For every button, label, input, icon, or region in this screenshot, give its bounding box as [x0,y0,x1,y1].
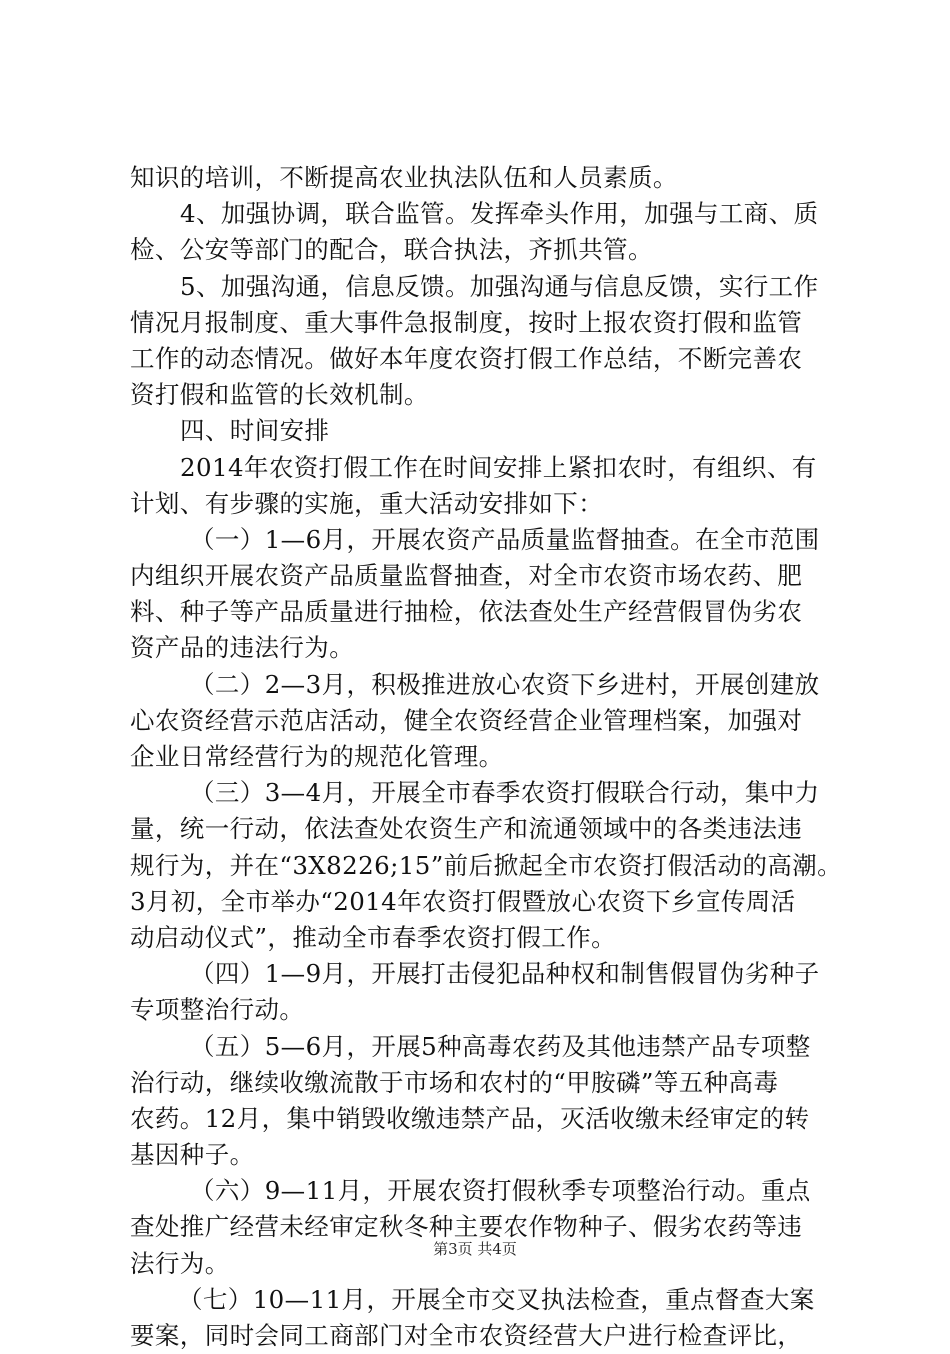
text-line: 资产品的违法行为。 [130,633,355,663]
text-line: 基因种子。 [130,1140,255,1170]
text-line: 查处推广经营未经审定秋冬种主要农作物种子、假劣农药等违 [130,1212,803,1242]
text-line: 资打假和监管的长效机制。 [130,380,429,410]
text-line: 料、种子等产品质量进行抽检，依法查处生产经营假冒伪劣农 [130,597,803,627]
text-line: 量，统一行动，依法查处农资生产和流通领域中的各类违法违 [130,814,803,844]
text-line: 要案，同时会同工商部门对全市农资经营大户进行检查评比， [130,1321,803,1350]
text-line: 动启动仪式”，推动全市春季农资打假工作。 [130,922,617,952]
page-footer: 第3页 共4页 [433,1240,517,1258]
text-line: 3月初，全市举办“2014年农资打假暨放心农资下乡宣传周活 [130,886,796,916]
text-line: 4、加强协调，联合监管。发挥牵头作用，加强与工商、质 [180,199,819,229]
text-line: 2014年农资打假工作在时间安排上紧扣农时，有组织、有 [180,452,817,482]
text-line: 法行为。 [130,1248,230,1278]
text-line: 检、公安等部门的配合，联合执法，齐抓共管。 [130,235,653,265]
text-line: 工作的动态情况。做好本年度农资打假工作总结，不断完善农 [130,343,803,373]
text-line: （七）10—11月，开展全市交叉执法检查，重点督查大案 [178,1284,815,1314]
text-line: 5、加强沟通，信息反馈。加强沟通与信息反馈，实行工作 [180,271,819,301]
text-line: 知识的培训，不断提高农业执法队伍和人员素质。 [130,163,678,192]
text-line: 心农资经营示范店活动，健全农资经营企业管理档案，加强对 [130,705,803,735]
document-body [130,160,843,1354]
text-line: 企业日常经营行为的规范化管理。 [130,742,504,771]
text-line: （五）5—6月，开展5种高毒农药及其他违禁产品专项整 [190,1031,811,1061]
text-line: （三）3—4月，开展全市春季农资打假联合行动，集中力 [190,778,820,808]
text-line: 四、时间安排 [180,416,330,446]
text-line: 治行动，继续收缴流散于市场和农村的“甲胺磷”等五种高毒 [130,1067,779,1097]
text-line: （二）2—3月，积极推进放心农资下乡进村，开展创建放 [190,669,820,699]
text-line: 农药。12月，集中销毁收缴违禁产品，灭活收缴未经审定的转 [130,1103,810,1133]
text-line: 计划、有步骤的实施，重大活动安排如下： [130,488,604,518]
text-line: 内组织开展农资产品质量监督抽查，对全市农资市场农药、肥 [130,561,803,591]
text-line: 专项整治行动。 [130,995,305,1025]
text-line: 规行为，并在“3X8226;15”前后掀起全市农资打假活动的高潮。 [130,850,843,880]
text-line: （六）9—11月，开展农资打假秋季专项整治行动。重点 [190,1176,811,1206]
text-line: （一）1—6月，开展农资产品质量监督抽查。在全市范围 [190,524,820,554]
text-line: （四）1—9月，开展打击侵犯品种权和制售假冒伪劣种子 [190,959,820,989]
text-line: 情况月报制度、重大事件急报制度，按时上报农资打假和监管 [130,307,803,337]
